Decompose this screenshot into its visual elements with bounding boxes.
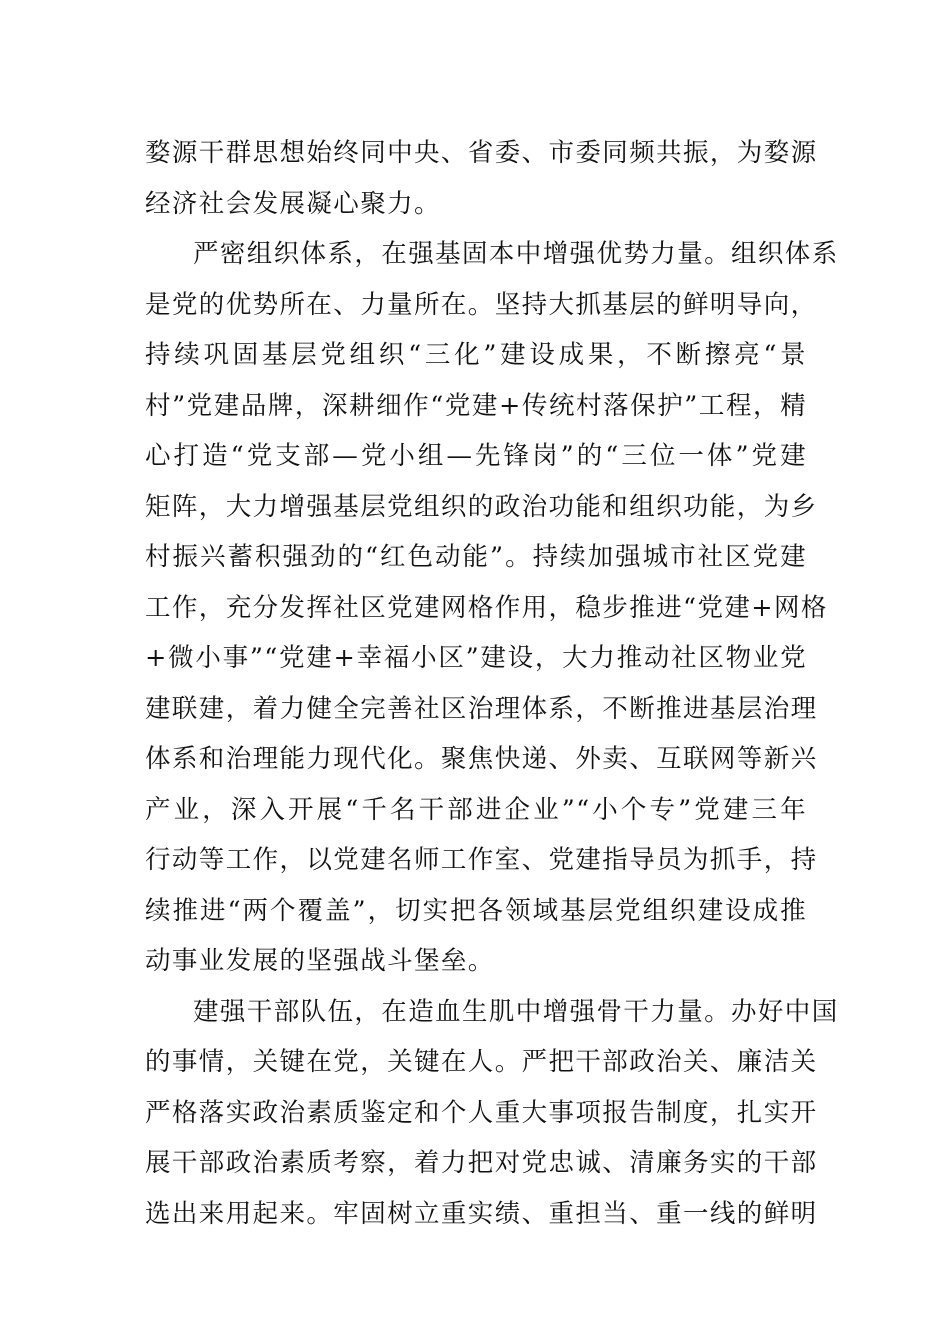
text-line: 行动等工作，以党建名师工作室、党建指导员为抓手，持 <box>145 845 818 875</box>
text-line: 产业，深入开展“千名干部进企业”“小个专”党建三年 <box>145 794 807 825</box>
text-line: 动事业发展的坚强战斗堡垒。 <box>145 946 495 976</box>
text-line: 心打造“党支部—党小组—先锋岗”的“三位一体”党建 <box>145 441 807 471</box>
text-line: +微小事”“党建+幸福小区”建设，大力推动社区物业党 <box>145 643 807 673</box>
text-line: 建联建，着力健全完善社区治理体系，不断推进基层治理 <box>145 693 818 724</box>
text-line: 持续巩固基层党组织“三化”建设成果，不断擦亮“景 <box>145 340 807 370</box>
text-line: 村振兴蓄积强劲的“红色动能”。持续加强城市社区党建 <box>145 542 807 572</box>
text-line: 的事情，关键在党，关键在人。严把干部政治关、廉洁关 <box>145 1047 818 1077</box>
text-line: 工作，充分发挥社区党建网格作用，稳步推进“党建+网格 <box>145 592 828 623</box>
text-line: 村”党建品牌，深耕细作“党建+传统村落保护”工程，精 <box>145 390 807 421</box>
text-line: 矩阵，大力增强基层党组织的政治功能和组织功能，为乡 <box>145 491 818 522</box>
text-line: 体系和治理能力现代化。聚焦快递、外卖、互联网等新兴 <box>145 744 818 774</box>
text-line: 严格落实政治素质鉴定和个人重大事项报告制度，扎实开 <box>145 1097 818 1128</box>
body-text <box>145 128 839 1239</box>
paragraph-heading-line: 严密组织体系，在强基固本中增强优势力量。组织体系 <box>193 239 839 269</box>
text-line: 婺源干群思想始终同中央、省委、市委同频共振，为婺源 <box>145 138 818 168</box>
text-line: 续推进“两个覆盖”，切实把各领域基层党组织建设成推 <box>145 895 807 926</box>
paragraph-heading-line: 建强干部队伍，在造血生肌中增强骨干力量。办好中国 <box>193 996 839 1027</box>
text-line: 展干部政治素质考察，着力把对党忠诚、清廉务实的干部 <box>145 1148 818 1178</box>
text-line: 经济社会发展凝心聚力。 <box>145 188 441 219</box>
text-line: 选出来用起来。牢固树立重实绩、重担当、重一线的鲜明 <box>145 1198 818 1229</box>
text-line: 是党的优势所在、力量所在。坚持大抓基层的鲜明导向， <box>145 289 818 320</box>
